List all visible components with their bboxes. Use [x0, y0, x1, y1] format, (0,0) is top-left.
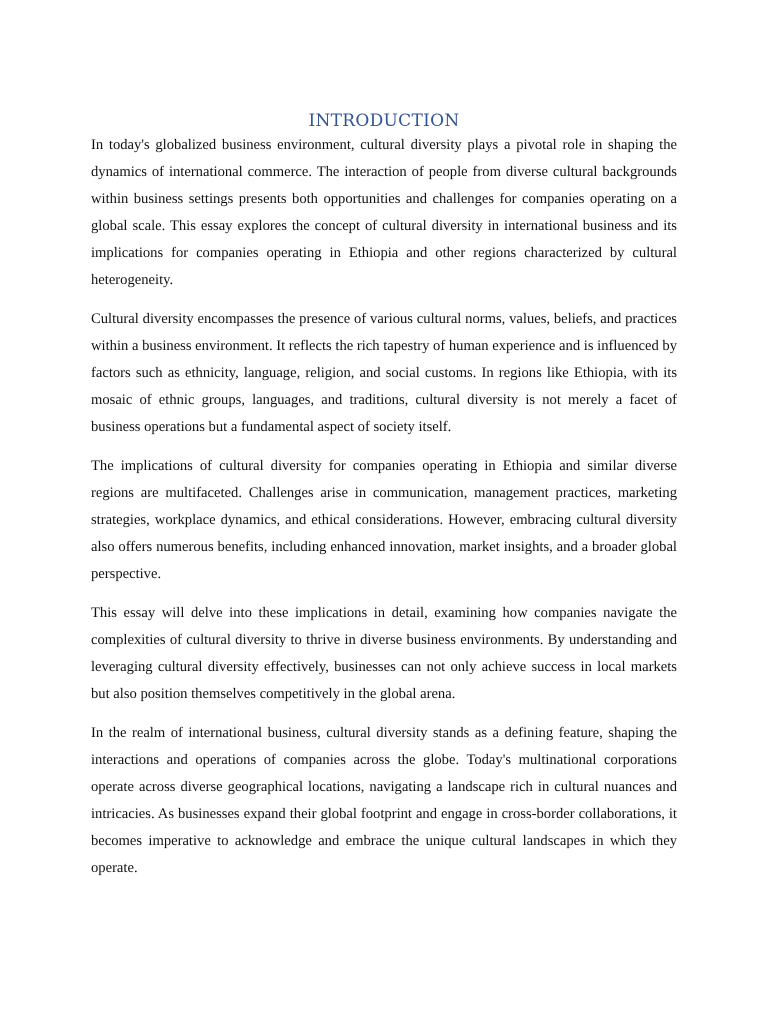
paragraph-1: In today's globalized business environment, cultural diversity plays a pivotal role in shaping the dynamics of international commerce. The interaction of people from diverse cultural backgrounds within business settings presents both opportunities and challenges for companies operating on a global scale. This essay explores the concept of cultural diversity in international business and its implications for companies operating in Ethiopia and other regions characterized by cultural heterogeneity.: [91, 137, 677, 288]
body-text: [91, 132, 677, 894]
paragraph-2: Cultural diversity encompasses the presence of various cultural norms, values, beliefs, and practices within a business environment. It reflects the rich tapestry of human experience and is influenced by factors such as ethnicity, language, religion, and social customs. In regions like Ethiopia, with its mosaic of ethnic groups, languages, and traditions, cultural diversity is not merely a facet of business operations but a fundamental aspect of society itself.: [91, 310, 677, 435]
paragraph-5: In the realm of international business, cultural diversity stands as a defining feature, shaping the interactions and operations of companies across the globe. Today's multinational corporations operate across diverse geographical locations, navigating a landscape rich in cultural nuances and intricacies. As businesses expand their global footprint and engage in cross-border collaborations, it becomes imperative to acknowledge and embrace the unique cultural landscapes in which they operate.: [91, 725, 677, 876]
paragraph-4: This essay will delve into these implications in detail, examining how companies navigate the complexities of cultural diversity to thrive in diverse business environments. By understanding and leveraging cultural diversity effectively, businesses can not only achieve success in local markets but also position themselves competitively in the global arena.: [91, 605, 677, 702]
section-heading: INTRODUCTION: [308, 111, 460, 131]
paragraph-3: The implications of cultural diversity for companies operating in Ethiopia and similar diverse regions are multifaceted. Challenges arise in communication, management practices, marketing strategies, workplace dynamics, and ethical considerations. However, embracing cultural diversity also offers numerous benefits, including enhanced innovation, market insights, and a broader global perspective.: [91, 457, 677, 582]
